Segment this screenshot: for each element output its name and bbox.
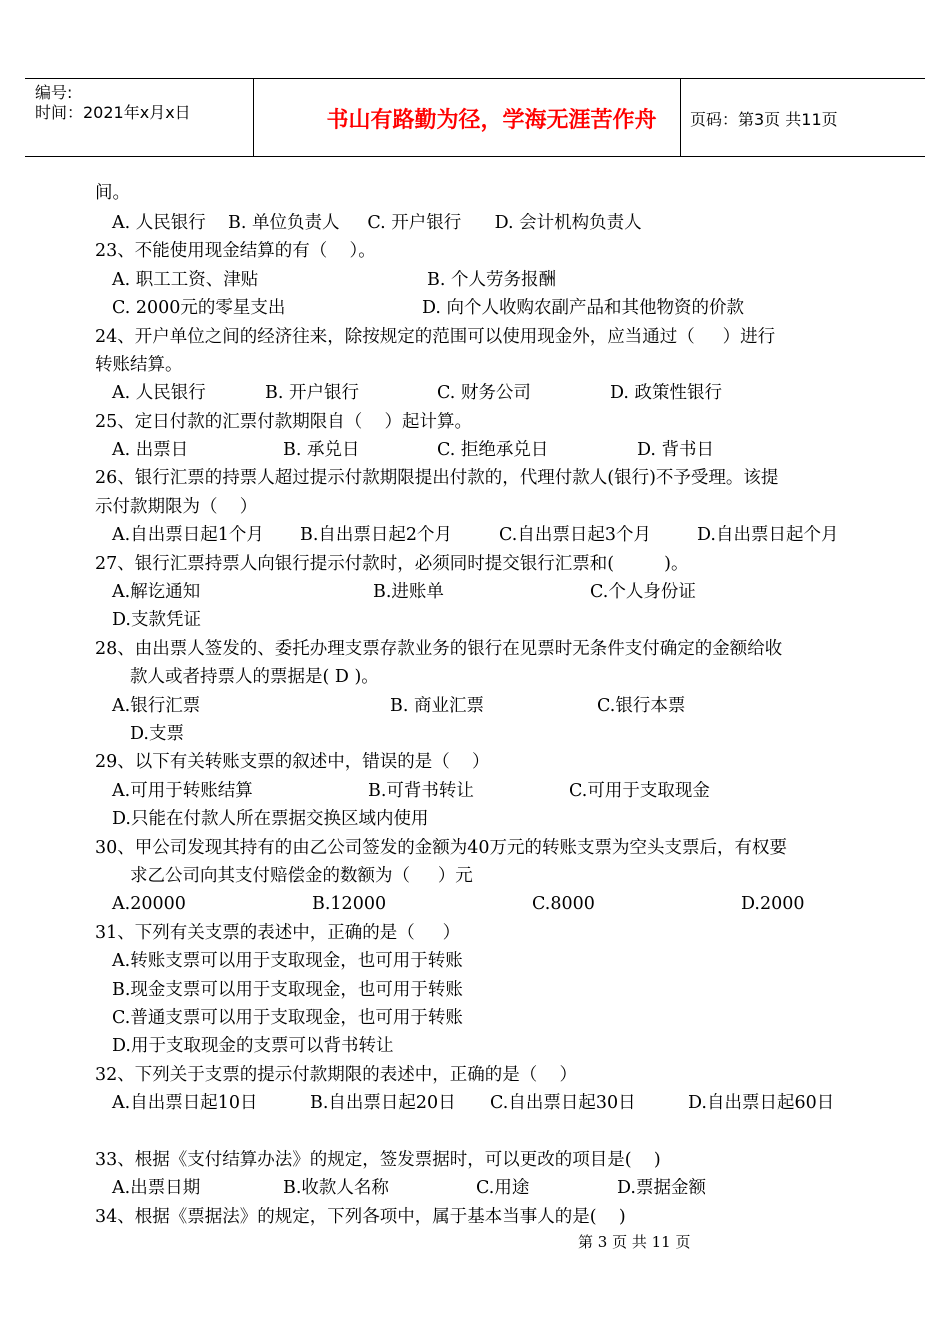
option-line: A. 职工工资、津贴 <box>112 270 259 290</box>
option-line: D.支票 <box>130 724 184 744</box>
option-line: B. 商业汇票 <box>390 696 484 716</box>
option-line: A. 人民银行 <box>112 383 206 403</box>
option-line: C.个人身份证 <box>590 582 696 602</box>
option-line: D.自出票日起60日 <box>688 1093 835 1113</box>
option-line: A.解讫通知 <box>112 582 201 602</box>
option-line: B. 开户银行 <box>265 383 359 403</box>
option-line: C.8000 <box>532 894 595 914</box>
question-line: 转账结算。 <box>95 355 183 375</box>
option-line: B.现金支票可以用于支取现金，也可用于转账 <box>112 980 463 1000</box>
option-line: A.自出票日起1个月 <box>112 525 264 545</box>
doc-number-label: 编号: <box>35 83 73 102</box>
header-motto: 书山有路勤为径，学海无涯苦作舟 <box>326 108 657 133</box>
option-line: D. 向个人收购农副产品和其他物资的价款 <box>422 298 745 318</box>
option-line: A. 出票日 <box>112 440 189 460</box>
option-line: C.银行本票 <box>597 696 686 716</box>
option-line: D. 背书日 <box>637 440 715 460</box>
option-line: B.自出票日起20日 <box>310 1093 456 1113</box>
option-line: C.普通支票可以用于支取现金，也可用于转账 <box>112 1008 463 1028</box>
option-line: B.进账单 <box>373 582 444 602</box>
option-line: D.自出票日起个月 <box>697 525 839 545</box>
question-line: 25、定日付款的汇票付款期限自（ ）起计算。 <box>95 412 473 432</box>
option-line: A.20000 <box>112 894 186 914</box>
option-line: D.2000 <box>741 894 805 914</box>
option-line: D.票据金额 <box>617 1178 706 1198</box>
question-line: 27、银行汇票持票人向银行提示付款时，必须同时提交银行汇票和( )。 <box>95 554 689 574</box>
question-line: 28、由出票人签发的、委托办理支票存款业务的银行在见票时无条件支付确定的金额给收 <box>95 639 783 659</box>
option-line: A.银行汇票 <box>112 696 201 716</box>
question-line: 示付款期限为（ ） <box>95 497 258 517</box>
option-line: A. 人民银行 B. 单位负责人 C. 开户银行 D. 会计机构负责人 <box>112 213 642 233</box>
question-line: 24、开户单位之间的经济往来，除按规定的范围可以使用现金外，应当通过（ ）进行 <box>95 327 776 347</box>
question-line: 34、根据《票据法》的规定，下列各项中，属于基本当事人的是( ) <box>95 1207 626 1227</box>
question-line: 30、甲公司发现其持有的由乙公司签发的金额为40万元的转账支票为空头支票后，有权要 <box>95 838 788 858</box>
option-line: C.自出票日起3个月 <box>499 525 651 545</box>
option-line: B.收款人名称 <box>283 1178 389 1198</box>
option-line: B.自出票日起2个月 <box>300 525 453 545</box>
question-line: 26、银行汇票的持票人超过提示付款期限提出付款的，代理付款人(银行)不予受理。该提 <box>95 468 779 488</box>
question-line: 33、根据《支付结算办法》的规定，签发票据时，可以更改的项目是( ) <box>95 1150 661 1170</box>
option-line: C.可用于支取现金 <box>569 781 710 801</box>
option-line: D.只能在付款人所在票据交换区域内使用 <box>112 809 429 829</box>
question-line: 29、以下有关转账支票的叙述中，错误的是（ ） <box>95 752 490 772</box>
header-divider <box>253 79 254 156</box>
text-line: 间。 <box>95 183 130 203</box>
option-line: A.转账支票可以用于支取现金，也可用于转账 <box>112 951 463 971</box>
question-line: 求乙公司向其支付赔偿金的数额为（ ）元 <box>130 866 473 886</box>
question-line: 32、下列关于支票的提示付款期限的表述中，正确的是（ ） <box>95 1065 578 1085</box>
option-line: B. 承兑日 <box>283 440 360 460</box>
option-line: A.可用于转账结算 <box>112 781 253 801</box>
option-line: A.出票日期 <box>112 1178 201 1198</box>
question-line: 23、不能使用现金结算的有（ ）。 <box>95 241 376 261</box>
header-page-info: 页码：第3页 共11页 <box>690 110 838 129</box>
option-line: D.支款凭证 <box>112 610 201 630</box>
question-line: 款人或者持票人的票据是( D )。 <box>130 667 379 687</box>
option-line: C. 拒绝承兑日 <box>437 440 549 460</box>
option-line: D.用于支取现金的支票可以背书转让 <box>112 1036 394 1056</box>
page-header <box>25 78 925 157</box>
option-line: A.自出票日起10日 <box>112 1093 258 1113</box>
option-line: B.12000 <box>312 894 387 914</box>
page-footer: 第 3 页 共 11 页 <box>578 1233 691 1251</box>
question-line: 31、下列有关支票的表述中，正确的是（ ） <box>95 923 461 943</box>
option-line: C.用途 <box>476 1178 530 1198</box>
option-line: C.自出票日起30日 <box>490 1093 636 1113</box>
option-line: B.可背书转让 <box>368 781 474 801</box>
option-line: D. 政策性银行 <box>610 383 723 403</box>
doc-time-label: 时间：2021年x月x日 <box>35 103 191 122</box>
header-meta <box>35 83 191 123</box>
option-line: C. 2000元的零星支出 <box>112 298 286 318</box>
option-line: B. 个人劳务报酬 <box>427 270 556 290</box>
option-line: C. 财务公司 <box>437 383 531 403</box>
